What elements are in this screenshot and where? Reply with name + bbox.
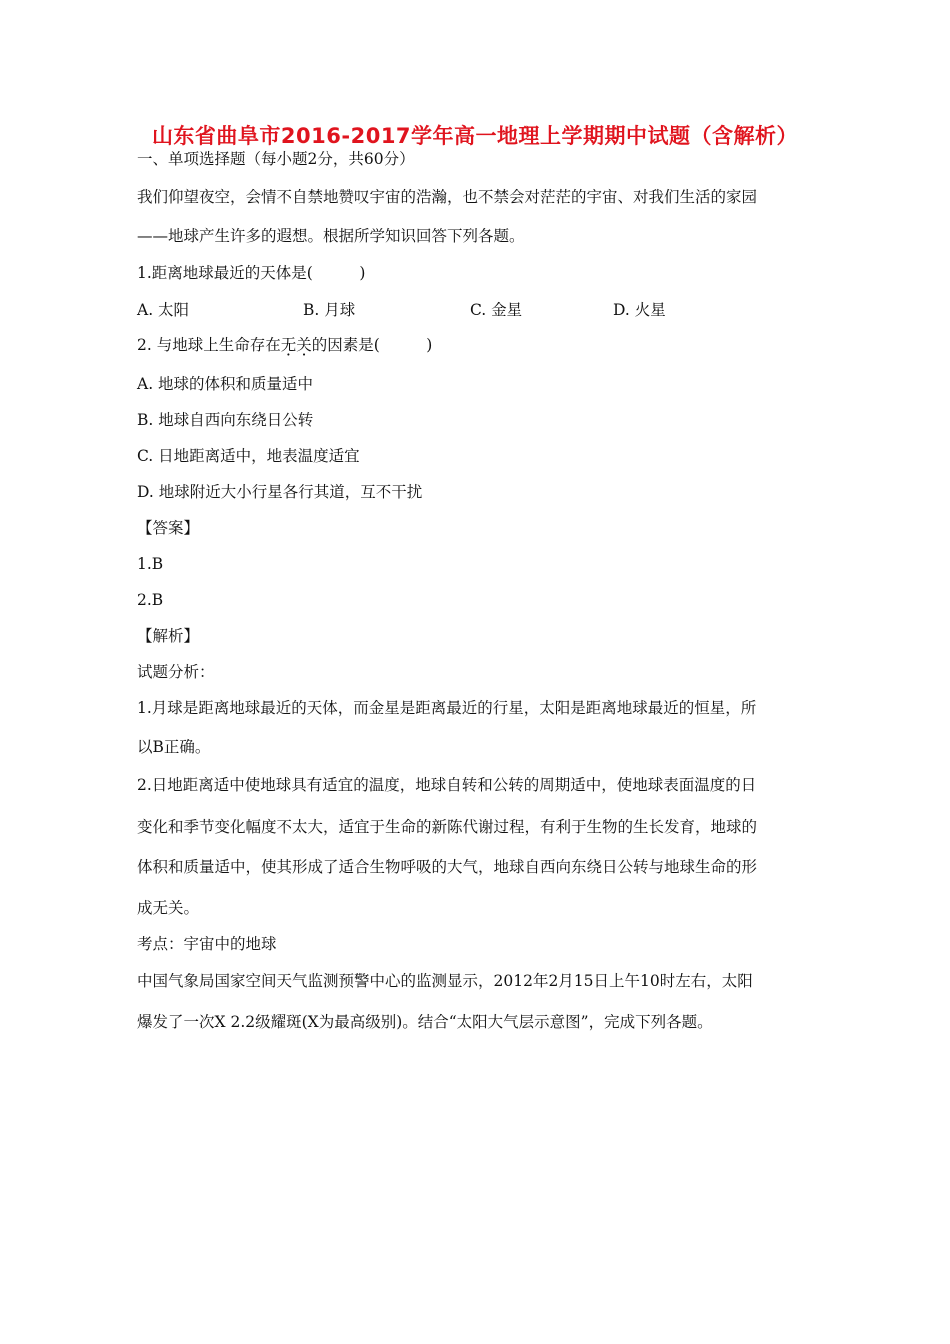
question-2-option-b: B. 地球自西向东绕日公转 [137,411,314,429]
question-2-emphasis-char: 关 [296,336,312,354]
question-2-stem-after: 的因素是( ) [311,336,433,354]
question-1-option-b: B. 月球 [303,301,356,319]
question-2-emphasis-char: 无 [280,336,297,354]
question-2-stem [137,338,432,354]
question-2-stem-before: 2. 与地球上生命存在 [137,336,281,354]
intro-paragraph-line: 我们仰望夜空，会情不自禁地赞叹宇宙的浩瀚，也不禁会对茫茫的宇宙、对我们生活的家园 [137,188,758,206]
answer-item: 1.B [137,555,164,573]
analysis-line: 2.日地距离适中使地球具有适宜的温度，地球自转和公转的周期适中，使地球表面温度的日 [137,776,757,794]
analysis-label: 试题分析： [137,663,215,681]
question-2-option-d: D. 地球附近大小行星各行其道，互不干扰 [137,483,423,501]
document-title: 山东省曲阜市2016-2017学年高一地理上学期期中试题（含解析） [151,124,799,148]
analysis-line: 变化和季节变化幅度不太大，适宜于生命的新陈代谢过程，有利于生物的生长发育，地球的 [137,818,758,836]
analysis-line: 成无关。 [137,899,200,917]
question-1-option-d: D. 火星 [613,301,666,319]
answer-item: 2.B [137,591,164,609]
answer-header: 【答案】 [137,519,200,537]
question-1-option-a: A. 太阳 [137,301,190,319]
intro-paragraph-line: 爆发了一次X 2.2级耀斑(X为最高级别)。结合“太阳大气层示意图”，完成下列各题。 [137,1013,713,1031]
question-1-option-c: C. 金星 [470,301,523,319]
question-1-stem: 1.距离地球最近的天体是( ) [137,264,366,282]
analysis-line: 以B正确。 [137,738,211,756]
analysis-line: 1.月球是距离地球最近的天体，而金星是距离最近的行星，太阳是距离地球最近的恒星，所 [137,699,757,717]
intro-paragraph-line: 中国气象局国家空间天气监测预警中心的监测显示，2012年2月15日上午10时左右，太阳 [137,972,753,990]
intro-paragraph-line: ——地球产生许多的遐想。根据所学知识回答下列各题。 [137,227,525,245]
question-2-option-a: A. 地球的体积和质量适中 [137,375,314,393]
analysis-line: 体积和质量适中，使其形成了适合生物呼吸的大气，地球自西向东绕日公转与地球生命的形 [137,858,758,876]
question-2-option-c: C. 日地距离适中，地表温度适宜 [137,447,360,465]
analysis-header: 【解析】 [137,627,200,645]
section-heading: 一、单项选择题（每小题2分，共60分） [137,150,415,168]
kaodian-line: 考点：宇宙中的地球 [137,935,277,953]
